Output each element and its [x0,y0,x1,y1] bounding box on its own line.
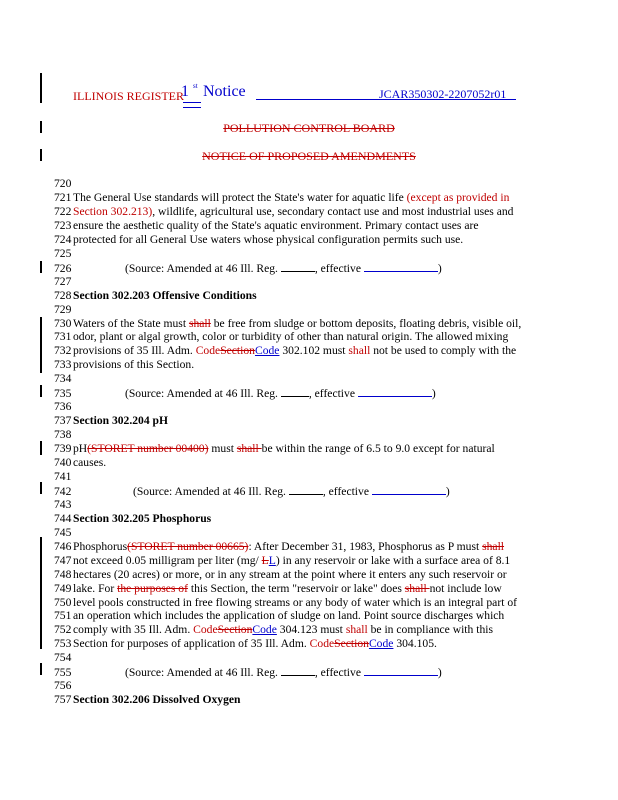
line-number: 720 [54,177,72,190]
body-text: : After December 31, 1983, Phosphorus as P must [248,539,483,553]
line-number: 724 [54,232,72,246]
line-number: 752 [54,623,72,637]
source-effective: , effective [322,484,372,498]
change-bar [40,385,42,397]
line-number: 745 [54,525,72,539]
document-line [54,233,584,247]
document-line [54,540,584,554]
document-line [54,414,584,428]
document-line [54,498,584,512]
deleted-text: the purposes of [117,581,188,595]
deleted-text: shall [188,316,211,330]
line-number: 743 [54,497,72,511]
inserted-text: Code [254,344,280,358]
change-bar [40,261,42,273]
line-number: 739 [54,442,72,456]
inserted-text: Code [368,637,394,651]
line-number: 734 [54,372,72,386]
source-close: ) [437,261,442,275]
body-text: 304.123 must [276,623,346,637]
inserted-text: L [268,553,276,567]
board-title: POLLUTION CONTROL BOARD [223,121,395,135]
body-text: an operation which includes the application of sludge on land. Point source discharges which [73,609,505,623]
line-number: 725 [54,246,72,260]
line-number: 738 [54,428,72,442]
line-number: 735 [54,387,72,401]
document-line [54,317,584,331]
source-effective: , effective [314,261,364,275]
document-line [54,665,584,680]
document-line [54,289,584,303]
section-heading: Section 302.206 Dissolved Oxygen [73,693,241,707]
document-line [54,679,584,693]
source-note [125,386,436,401]
body-text: ensure the aesthetic quality of the State's aquatic environment. Primary contact uses are [73,218,479,232]
document-line [54,372,584,386]
section-heading: Section 302.204 pH [73,414,169,428]
document-line [54,191,584,205]
document-line [54,470,584,484]
line-number: 749 [54,581,72,595]
line-number: 744 [54,511,72,525]
source-effective: , effective [314,666,364,680]
document-line [54,568,584,582]
notice-label: Notice [203,83,246,100]
document-line [54,596,584,610]
line-number: 757 [54,693,72,707]
deleted-text: shall [236,442,262,456]
body-text: Section for purposes of application of 35 Ill. Adm. [73,637,310,651]
line-number: 737 [54,414,72,428]
document-line [54,484,584,499]
document-line [54,344,584,358]
reg-number-blank [281,386,309,397]
effective-date-blank [364,261,438,272]
source-prefix: (Source: Amended at 46 Ill. Reg. [125,387,281,401]
source-close: ) [431,387,436,401]
document-line [54,358,584,372]
body-text: pH [73,442,88,456]
deleted-text: Section [334,637,369,651]
body-text: hectares (20 acres) or more, or in any stream at the point where it enters any such reservoir or [73,567,507,581]
header-number: 1 [181,83,189,100]
source-close: ) [445,484,450,498]
line-number: 721 [54,190,72,204]
jcar-id: JCAR350302-2207052r01 [379,87,507,101]
inserted-text: Code [252,623,277,637]
reg-number-blank [281,665,315,676]
effective-date-blank [358,386,432,397]
line-number: 742 [54,484,72,498]
document-line [54,177,584,191]
line-number: 730 [54,316,72,330]
body-text: be free from sludge or bottom deposits, floating debris, visible oil, [210,316,522,330]
inserted-text: Code [193,623,218,637]
change-bar [40,537,42,649]
line-number: 748 [54,567,72,581]
document-line [54,623,584,637]
line-number: 729 [54,302,72,316]
source-prefix: (Source: Amended at 46 Ill. Reg. [133,484,289,498]
document-line [54,428,584,442]
document-header [73,83,513,105]
change-bar [40,441,42,455]
reg-number-blank [281,261,315,272]
document-line [54,609,584,623]
change-bar [40,663,42,675]
body-text: be within the range of 6.5 to 9.0 except for natural [261,442,495,456]
source-note [125,665,442,680]
line-number: 723 [54,218,72,232]
source-effective: , effective [308,387,358,401]
line-number: 732 [54,344,72,358]
document-line [54,261,584,276]
effective-date-blank [364,665,438,676]
document-line [54,512,584,526]
body-text: be in compliance with this [367,623,493,637]
line-number: 740 [54,456,72,469]
body-text: 302.102 must [279,344,349,358]
body-text: Phosphorus [73,539,128,553]
document-line [54,400,584,414]
document-line [54,554,584,568]
section-heading: Section 302.203 Offensive Conditions [73,288,257,302]
body-text: provisions of this Section. [73,358,195,372]
deleted-text: shall [482,539,505,553]
body-text: must [208,442,237,456]
document-line [54,456,584,470]
document-line [54,442,584,456]
line-number: 722 [54,204,72,218]
line-number: 736 [54,400,72,414]
reg-number-blank [289,484,323,495]
source-note [125,261,442,276]
line-number: 751 [54,609,72,623]
body-text: provisions of 35 Ill. Adm. [73,344,196,358]
change-bar [40,482,42,494]
document-line [54,637,584,651]
body-text: level pools constructed in free flowing streams or any body of water which is an integral part of [73,595,517,609]
deleted-text: shall [404,581,430,595]
body-text: lake. For [73,581,118,595]
line-number: 726 [54,261,72,275]
effective-date-blank [372,484,446,495]
body-text: comply with 35 Ill. Adm. [73,623,194,637]
document-line [54,219,584,233]
source-note [133,484,450,499]
line-number: 731 [54,330,72,344]
body-text: Waters of the State must [73,316,189,330]
line-number: 750 [54,595,72,609]
notice-title: NOTICE OF PROPOSED AMENDMENTS [202,149,416,163]
register-label: ILLINOIS REGISTER [73,89,184,103]
body-text: The General Use standards will protect the State's water for aquatic life [73,190,407,204]
body-text: ) in any reservoir or lake with a surface area of 8.1 [275,553,511,567]
body-text: , wildlife, agricultural use, secondary contact use and most industrial uses and [152,204,514,218]
document-line [54,303,584,317]
line-number: 727 [54,274,72,288]
body-text: 304.105. [393,637,437,651]
line-number: 728 [54,288,72,302]
inserted-text: Code [195,344,221,358]
source-prefix: (Source: Amended at 46 Ill. Reg. [125,666,281,680]
header-superscript: st [193,82,198,90]
deleted-text: (STORET number 00665) [127,539,249,553]
deleted-text: L [261,553,269,567]
line-number: 756 [54,679,72,693]
body-text: causes. [73,456,107,469]
line-number: 755 [54,666,72,680]
body-text: not exceed 0.05 milligram per liter (mg/ [73,553,262,567]
deleted-text: Section [217,623,253,637]
document-line [54,330,584,344]
body-text: not be used to comply with the [370,344,517,358]
line-number: 741 [54,469,72,483]
body-text: this Section, the term "reservoir or lake" does [187,581,405,595]
document-line [54,651,584,665]
line-number: 754 [54,651,72,665]
double-underline [183,102,201,108]
line-number: 747 [54,553,72,567]
body-text: odor, plant or algal growth, color or turbidity of other than natural origin. The allowed mixing [73,330,509,344]
line-number: 753 [54,637,72,651]
section-heading: Section 302.205 Phosphorus [73,511,212,525]
document-line [54,386,584,401]
source-close: ) [437,666,442,680]
inserted-text: (except as provided in [406,190,510,204]
body-text: protected for all General Use waters whose physical configuration permits such use. [73,232,464,246]
change-bar [40,73,42,103]
document-line [54,582,584,596]
line-number: 733 [54,358,72,372]
body-text: not include low [429,581,502,595]
document-line [54,693,584,707]
inserted-text: Code [309,637,335,651]
document-line [54,205,584,219]
deleted-text: (STORET number 00400) [87,442,209,456]
source-prefix: (Source: Amended at 46 Ill. Reg. [125,261,281,275]
inserted-text: shall [348,344,371,358]
document-line [54,526,584,540]
deleted-text: Section [220,344,255,358]
document-line [54,247,584,261]
line-number: 746 [54,539,72,553]
inserted-text: Section 302.213) [73,204,153,218]
document-line [54,275,584,289]
change-bar [40,317,42,373]
inserted-text: shall [345,623,368,637]
